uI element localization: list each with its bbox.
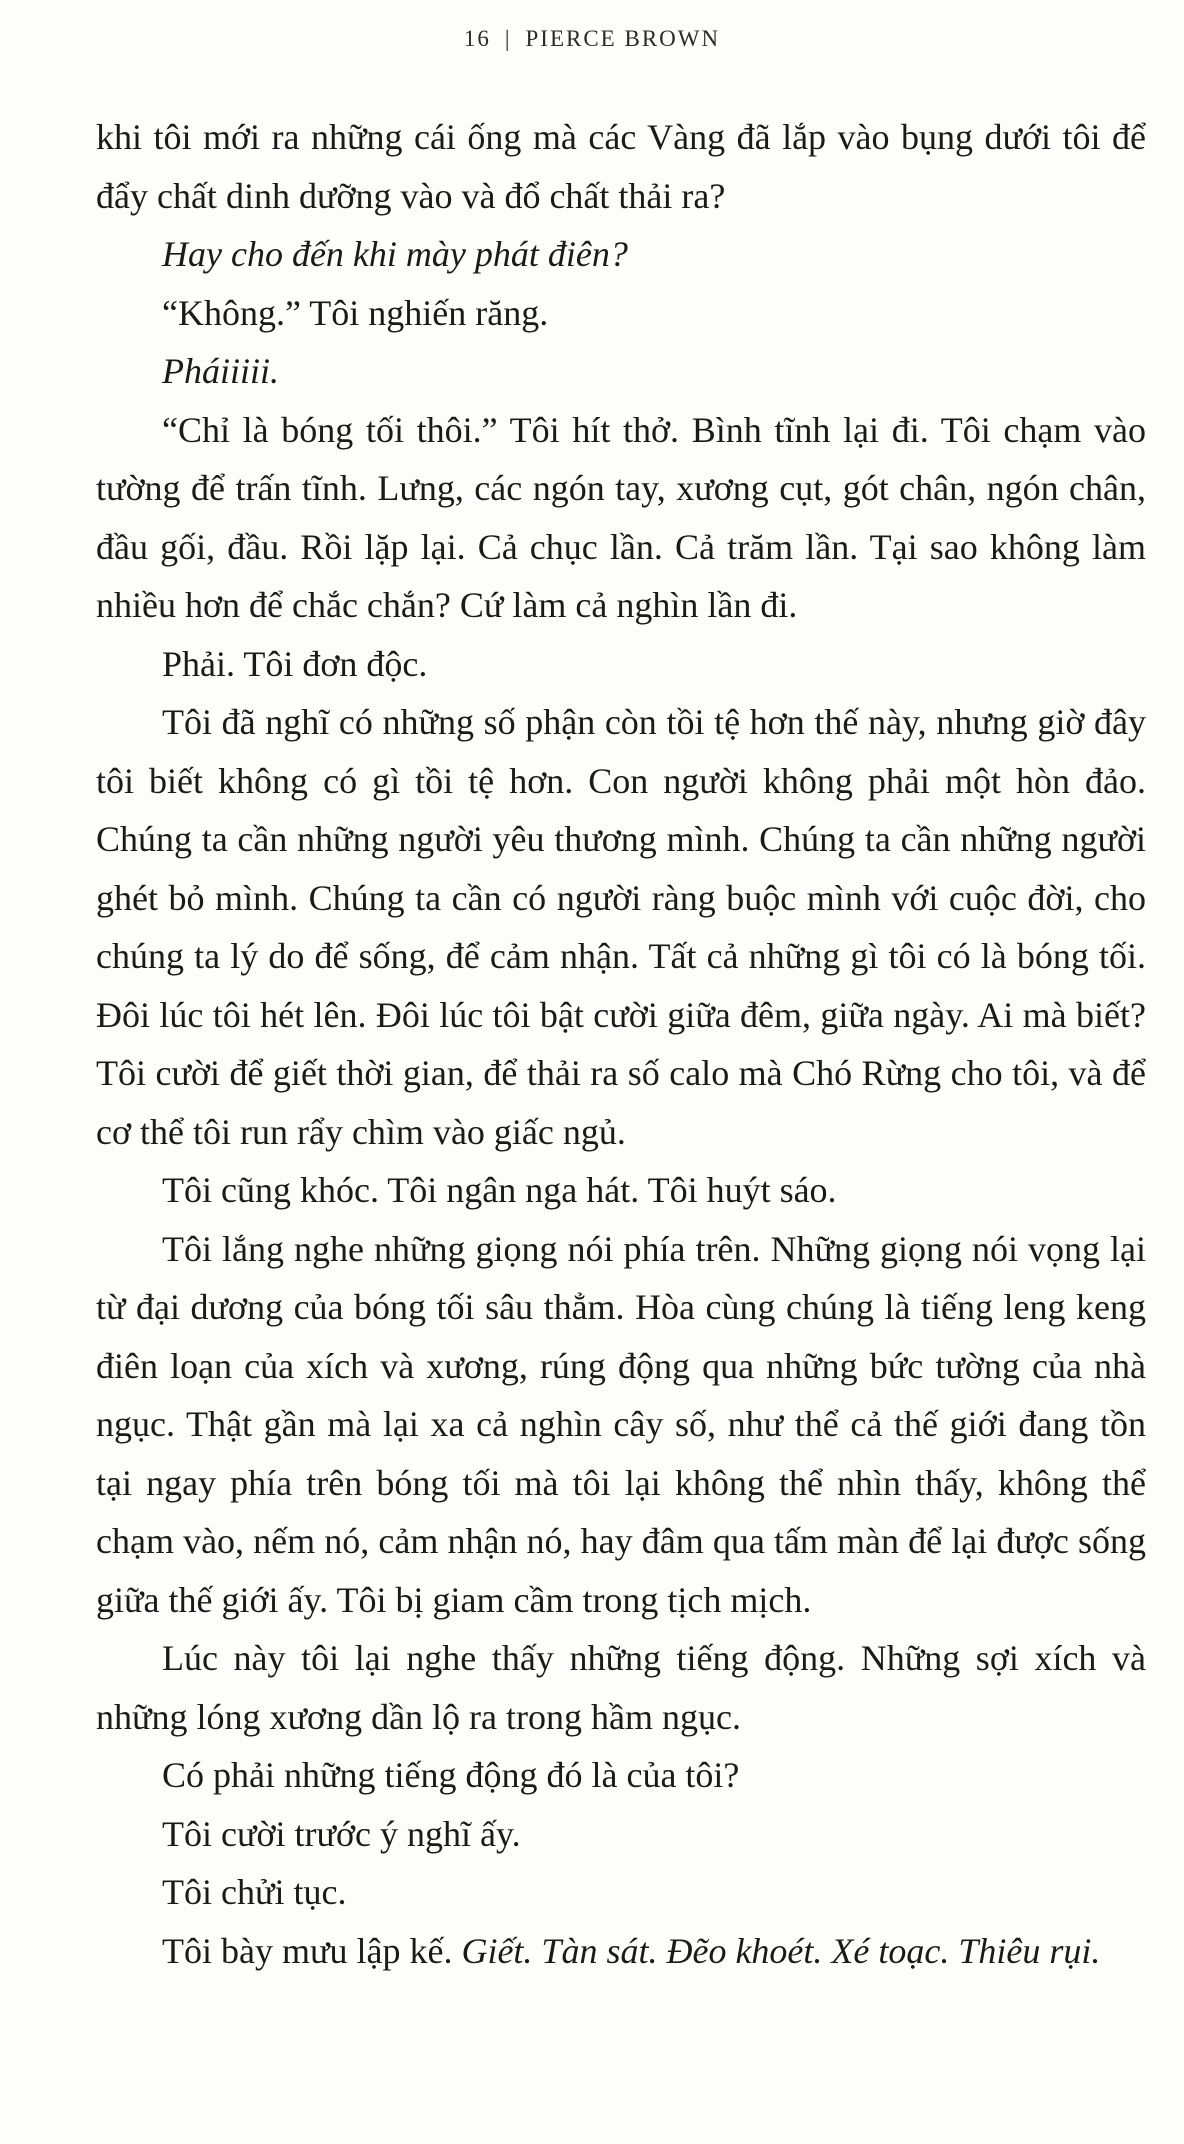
author-name: PIERCE BROWN: [525, 26, 721, 51]
paragraph: Tôi cười trước ý nghĩ ấy.: [162, 1813, 521, 1854]
paragraph: Có phải những tiếng động đó là của tôi?: [162, 1755, 740, 1795]
paragraph: “Chỉ là bóng tối thôi.” Tôi hít thở. Bình tĩnh lại đi. Tôi chạm vào tường để trấn tĩnh. Lưng, các ngón tay, xương cụt, gót chân, ngón chân, đầu gối, đầu. Rồi lặp lại. Cả chục lần. Cả trăm lần. Tại sao không làm nhiều hơn để chắc chắn? Cứ làm cả nghìn lần đi.: [96, 409, 1146, 625]
running-head: [0, 26, 1184, 52]
page-body: [96, 108, 1146, 1980]
paragraph: Tôi cũng khóc. Tôi ngân nga hát. Tôi huýt sáo.: [162, 1170, 837, 1210]
page-number: 16: [463, 26, 491, 51]
header-separator: |: [504, 26, 512, 51]
paragraph-italic-text: Giết. Tàn sát. Đẽo khoét. Xé toạc. Thiêu rụi.: [461, 1930, 1101, 1971]
paragraph-inner-voice: Hay cho đến khi mày phát điên?: [162, 234, 628, 274]
paragraph: Tôi đã nghĩ có những số phận còn tồi tệ hơn thế này, nhưng giờ đây tôi biết không có gì tồi tệ hơn. Con người không phải một hòn đảo. Chúng ta cần những người yêu thương mình. Chúng ta cần những người ghét bỏ mình. Chúng ta cần có người ràng buộc mình với cuộc đời, cho chúng ta lý do để sống, để cảm nhận. Tất cả những gì tôi có là bóng tối. Đôi lúc tôi hét lên. Đôi lúc tôi bật cười giữa đêm, giữa ngày. Ai mà biết? Tôi cười để giết thời gian, để thải ra số calo mà Chó Rừng cho tôi, và để cơ thể tôi run rẩy chìm vào giấc ngủ.: [96, 702, 1146, 1152]
paragraph-lead-text: Tôi bày mưu lập kế.: [162, 1930, 462, 1971]
paragraph: Tôi chửi tục.: [162, 1872, 347, 1912]
paragraph: Phải. Tôi đơn độc.: [162, 643, 428, 684]
paragraph-continued: khi tôi mới ra những cái ống mà các Vàng đã lắp vào bụng dưới tôi để đẩy chất dinh dưỡng vào và đổ chất thải ra?: [96, 117, 1146, 216]
paragraph: Tôi lắng nghe những giọng nói phía trên. Những giọng nói vọng lại từ đại dương của bóng tối sâu thẳm. Hòa cùng chúng là tiếng leng keng điên loạn của xích và xương, rúng động qua những bức tường của nhà ngục. Thật gần mà lại xa cả nghìn cây số, như thể cả thế giới đang tồn tại ngay phía trên bóng tối mà tôi lại không thể nhìn thấy, không thể chạm vào, nếm nó, cảm nhận nó, hay đâm qua tấm màn để lại được sống giữa thế giới ấy. Tôi bị giam cầm trong tịch mịch.: [96, 1228, 1146, 1620]
paragraph: Lúc này tôi lại nghe thấy những tiếng động. Những sợi xích và những lóng xương dần lộ ra trong hầm ngục.: [96, 1638, 1146, 1737]
paragraph-inner-voice: Pháiiiii.: [162, 351, 279, 391]
paragraph-dialogue: “Không.” Tôi nghiến răng.: [162, 292, 549, 333]
paragraph-final: [96, 1922, 1146, 1981]
